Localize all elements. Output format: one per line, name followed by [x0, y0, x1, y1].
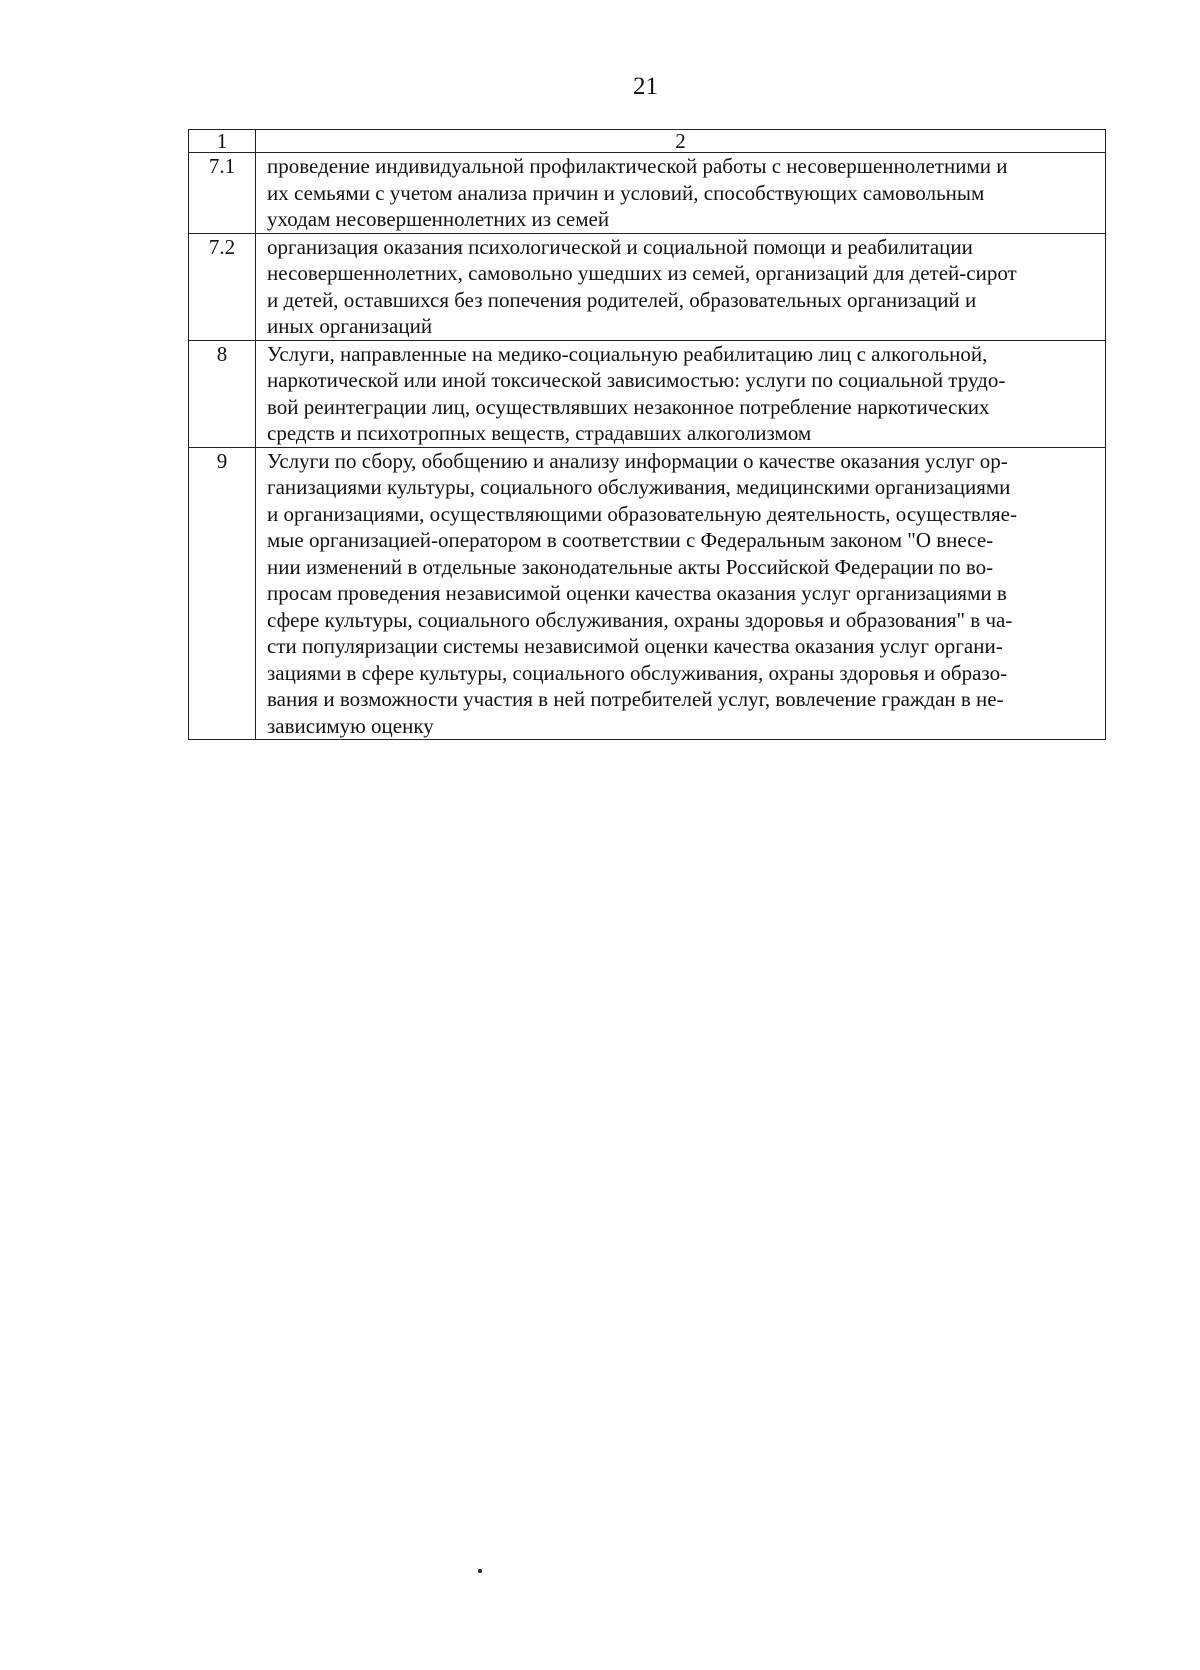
row-text — [256, 233, 1106, 340]
text-line: вой реинтеграции лиц, осуществлявших незаконное потребление наркотических — [267, 394, 990, 419]
row-number: 7.2 — [189, 233, 256, 340]
text-line: нии изменений в отдельные законодательные акты Российской Федерации по во- — [267, 554, 994, 579]
text-line: зависимую оценку — [267, 713, 434, 738]
row-text — [256, 340, 1106, 447]
text-line: несовершеннолетних, самовольно ушедших из семей, организаций для детей-сирот — [267, 261, 1017, 285]
text-line: наркотической или иной токсической зависимостью: услуги по социальной трудо- — [267, 368, 1006, 392]
table-header-row — [189, 130, 1106, 153]
table-row-9 — [189, 447, 1106, 740]
services-table — [188, 129, 1106, 740]
text-line: и детей, оставшихся без попечения родителей, образовательных организаций и — [267, 287, 977, 312]
text-line: их семьями с учетом анализа причин и условий, способствующих самовольным — [267, 180, 985, 205]
text-line: организация оказания психологической и социальной помощи и реабилитации — [267, 234, 973, 259]
text-line: вания и возможности участия в ней потребителей услуг, вовлечение граждан в не- — [267, 687, 1004, 711]
header-col-2: 2 — [256, 130, 1106, 153]
row-text — [256, 447, 1106, 740]
header-col-1: 1 — [189, 130, 256, 153]
row-text — [256, 153, 1106, 234]
text-line: Услуги, направленные на медико-социальную реабилитацию лиц с алкогольной, — [267, 341, 988, 366]
row-number: 8 — [189, 340, 256, 447]
table-row-7-2 — [189, 233, 1106, 340]
row-number: 9 — [189, 447, 256, 740]
stray-dot-mark — [478, 1569, 482, 1573]
text-line: просам проведения независимой оценки качества оказания услуг организациями в — [267, 581, 1007, 605]
row-number: 7.1 — [189, 153, 256, 234]
text-line: проведение индивидуальной профилактической работы с несовершеннолетними и — [267, 154, 1008, 178]
text-line: мые организацией-оператором в соответствии с Федеральным законом "О внесе- — [267, 528, 994, 552]
table-row-8 — [189, 340, 1106, 447]
page-number: 21 — [633, 73, 658, 100]
text-line: Услуги по сбору, обобщению и анализу информации о качестве оказания услуг ор- — [267, 448, 1008, 473]
text-line: ганизациями культуры, социального обслуживания, медицинскими организациями — [267, 475, 1011, 499]
text-line: сти популяризации системы независимой оценки качества оказания услуг органи- — [267, 634, 1003, 658]
text-line: зациями в сфере культуры, социального обслуживания, охраны здоровья и образо- — [267, 660, 1008, 685]
table-row-7-1 — [189, 153, 1106, 234]
text-line: и организациями, осуществляющими образовательную деятельность, осуществляе- — [267, 501, 1017, 526]
text-line: сфере культуры, социального обслуживания, охраны здоровья и образования" в ча- — [267, 607, 1013, 632]
text-line: средств и психотропных веществ, страдавших алкоголизмом — [267, 421, 812, 445]
text-line: уходам несовершеннолетних из семей — [267, 207, 610, 231]
text-line: иных организаций — [267, 314, 433, 338]
